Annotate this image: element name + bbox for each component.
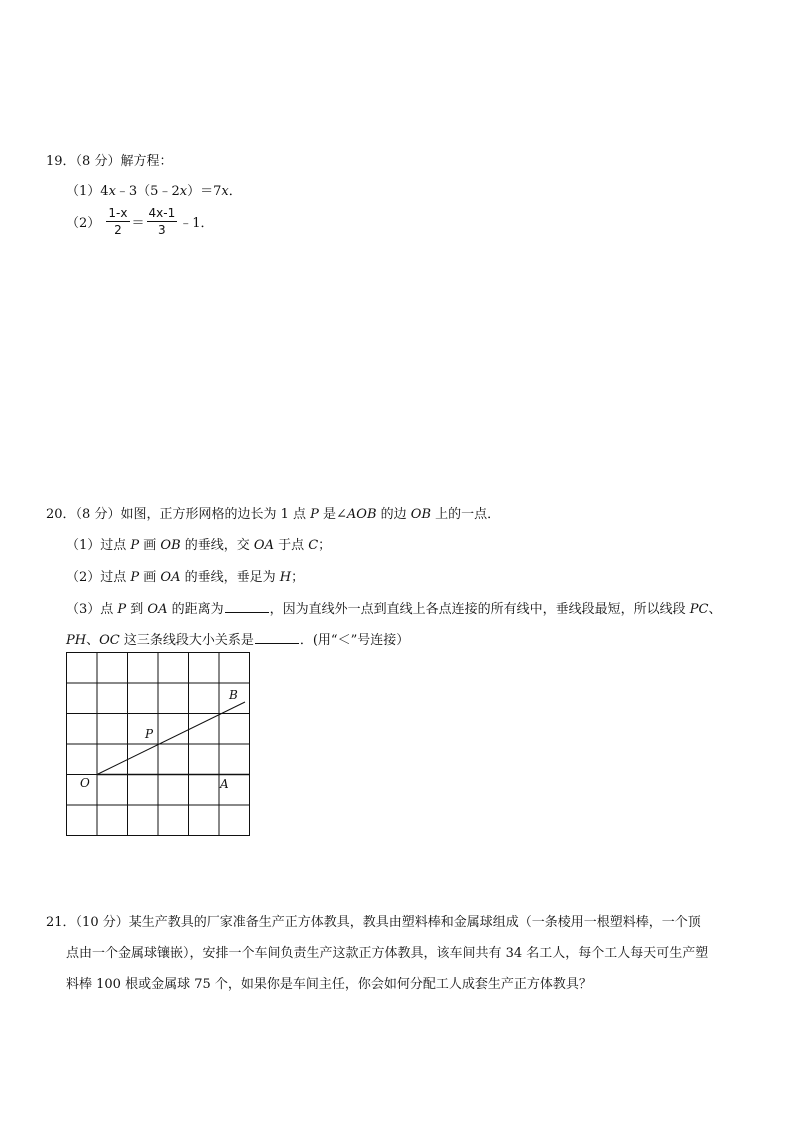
q19-part1 — [66, 180, 242, 199]
fraction-left-numerator: 1-x — [108, 206, 128, 220]
q19-p1-a: 4 — [100, 184, 109, 199]
angle-AOB: AOB — [346, 507, 377, 522]
q20-l1-a: 20．（8 分）如图，正方形网格的边长为 1 点 — [46, 507, 311, 522]
q21-line2: 点由一个金属球镶嵌），安排一个车间负责生产这款正方体教具，该车间共有 34 名工人，每个工人每天可生产塑 — [66, 946, 709, 961]
var-x: x — [221, 184, 229, 199]
ray-OA: OA — [147, 602, 168, 617]
q20-l2-d: 于点 — [273, 538, 309, 553]
fraction-left — [106, 206, 129, 237]
q20-l3-a: （2）过点 — [66, 570, 131, 585]
point-P: P — [130, 538, 140, 553]
q21-line1: 21．（10 分）某生产教具的厂家准备生产正方体教具，教具由塑料棒和金属球组成（一条棱用一根塑料棒，一个顶 — [46, 915, 701, 930]
point-P: P — [117, 602, 127, 617]
q20-line1 — [46, 503, 500, 522]
label-A: A — [220, 777, 229, 791]
q19-title: 19．（8 分）解方程： — [46, 154, 173, 169]
q20-l1-b: 是∠ — [318, 507, 347, 522]
q20-l5-c: ．(用“＜”号连接） — [299, 633, 410, 648]
q19-p1-label: （1） — [66, 184, 101, 199]
q19-p2-label: （2） — [66, 216, 101, 231]
label-B: B — [229, 688, 238, 702]
q20-l4-d: ，因为直线外一点到直线上各点连接的所有线中，垂线段最短，所以线段 — [269, 602, 690, 617]
q20-l5-a: 、 — [86, 633, 100, 648]
q20-l1-c: 的边 — [376, 507, 411, 522]
q20-l4-a: （3）点 — [66, 602, 118, 617]
ray-OA: OA — [253, 538, 274, 553]
q20-line3 — [66, 566, 304, 585]
answer-blank-order[interactable] — [255, 631, 299, 644]
q21-line3: 料棒 100 根或金属球 75 个，如果你是车间主任，你会如何分配工人成套生产正方体教具？ — [66, 977, 592, 992]
ray-OB-line — [97, 702, 245, 775]
point-H: H — [279, 570, 292, 585]
q20-l4-c: 的距离为 — [167, 602, 224, 617]
segment-OC: OC — [99, 633, 120, 648]
q19-p1-d: ． — [228, 184, 242, 199]
q20-l3-c: 的垂线，垂足为 — [180, 570, 280, 585]
point-C: C — [308, 538, 319, 553]
q20-l3-d: ； — [291, 570, 305, 585]
q20-line5 — [66, 629, 409, 648]
ray-OA: OA — [160, 570, 181, 585]
q20-l2-a: （1）过点 — [66, 538, 131, 553]
fraction-right-numerator: 4x-1 — [148, 206, 176, 220]
q20-l4-b: 到 — [126, 602, 148, 617]
q19-p2-tail: ﹣1． — [179, 216, 214, 231]
label-O: O — [80, 776, 90, 790]
q20-l3-b: 画 — [139, 570, 161, 585]
q19-p1-c: ）＝7 — [187, 184, 222, 199]
segment-PH: PH — [66, 633, 87, 648]
q20-l4-e: 、 — [708, 602, 722, 617]
q20-line4 — [66, 598, 721, 617]
point-P: P — [310, 507, 319, 522]
answer-blank-distance[interactable] — [225, 600, 269, 613]
equals-sign: ＝ — [131, 216, 145, 231]
fraction-right — [147, 206, 178, 237]
q20-l2-e: ； — [318, 538, 332, 553]
point-P: P — [130, 570, 140, 585]
var-x: x — [179, 184, 188, 199]
fraction-left-denominator: 2 — [114, 223, 122, 237]
ray-OB: OB — [160, 538, 181, 553]
segment-PC: PC — [689, 602, 709, 617]
grid-lines — [67, 653, 250, 836]
q20-l1-d: 上的一点． — [431, 507, 501, 522]
fraction-right-denominator: 3 — [158, 223, 166, 237]
var-x: x — [108, 184, 116, 199]
q19-part2 — [66, 206, 214, 237]
q20-l2-b: 画 — [139, 538, 161, 553]
q19-p1-b: ﹣3（5﹣2 — [115, 184, 180, 199]
grid-figure — [60, 648, 260, 843]
ray-OB: OB — [410, 507, 431, 522]
label-P: P — [145, 727, 154, 741]
q20-line2 — [66, 534, 331, 553]
q20-l5-b: 这三条线段大小关系是 — [119, 633, 254, 648]
q20-l2-c: 的垂线，交 — [180, 538, 254, 553]
